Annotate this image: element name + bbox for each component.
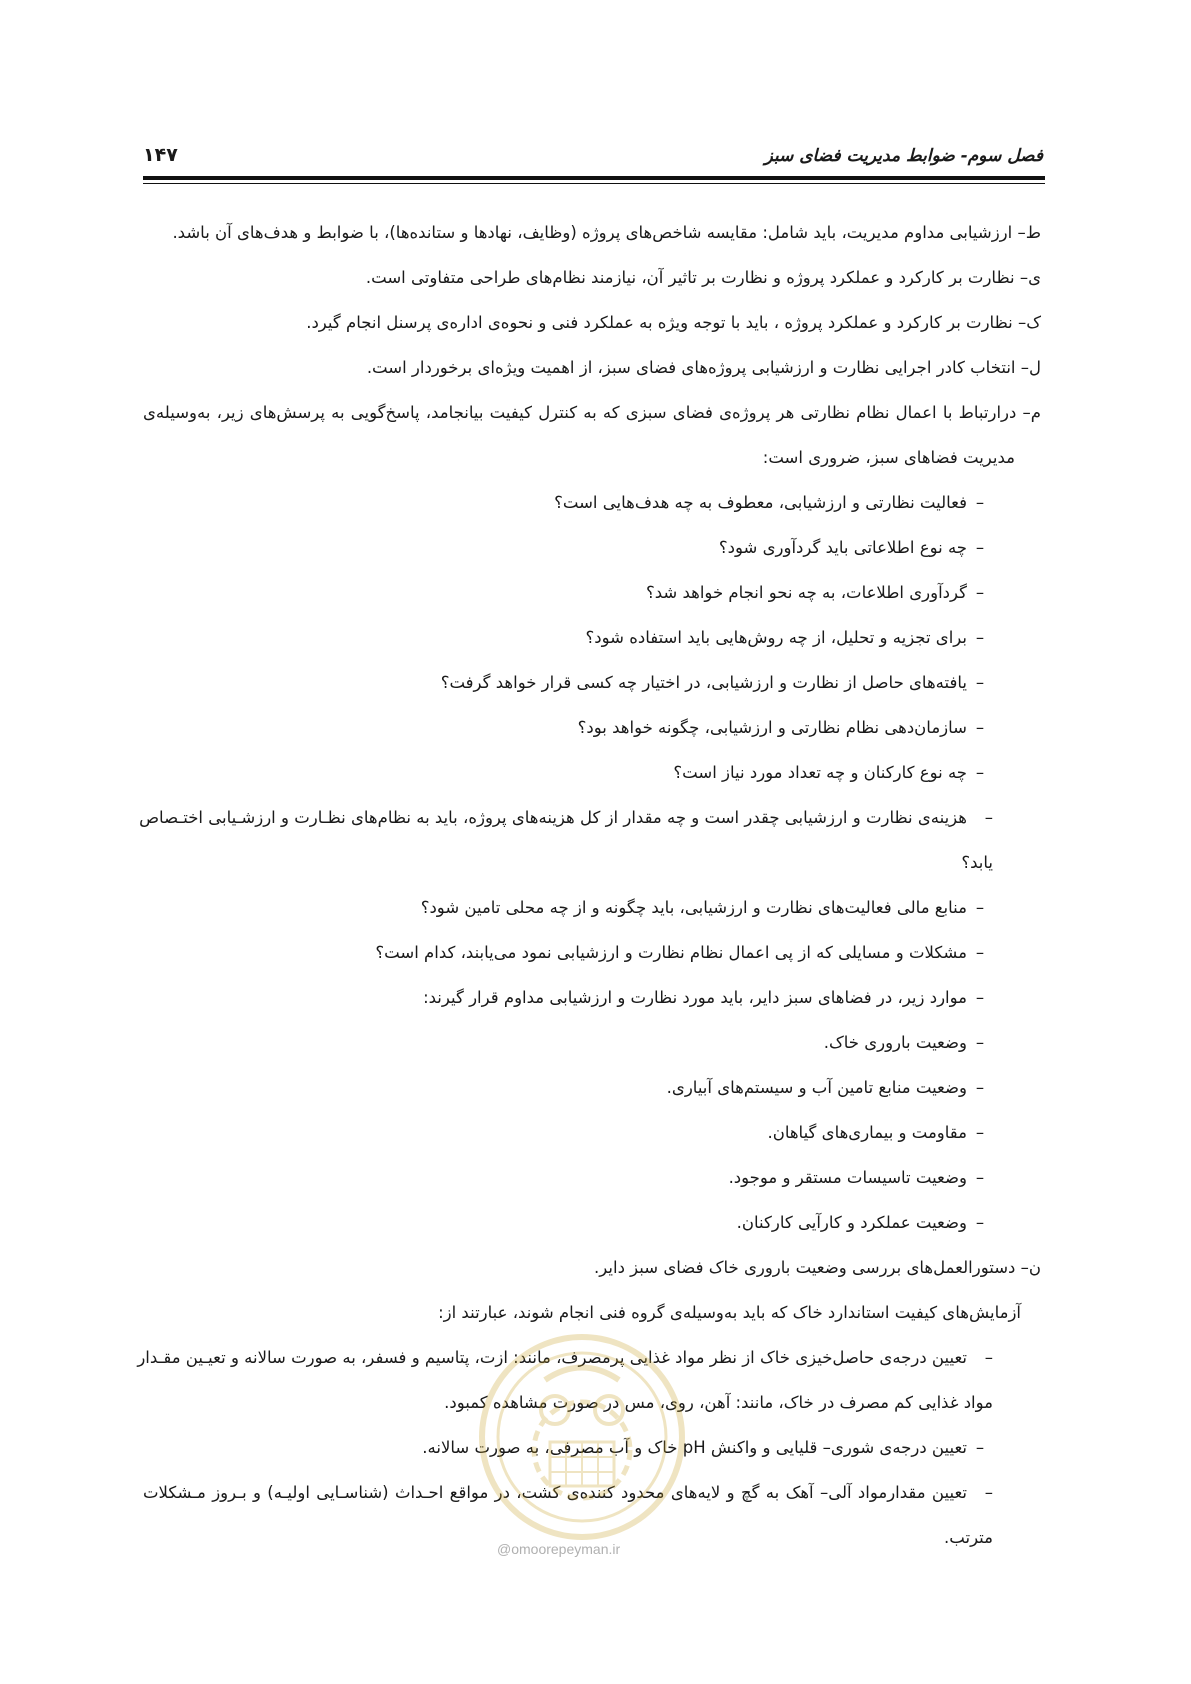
tests-intro: آزمایش‌های کیفیت استاندارد خاک که باید به‌وسیله‌ی گروه فنی انجام شوند، عبارتند از: [438,1303,1021,1322]
paragraph-ta [143,218,1041,263]
list-item-text: منابع مالی فعالیت‌های نظارت و ارزشیابی، باید چگونه و از چه محلی تامین شود؟ [420,898,967,917]
list-dash: – [975,988,985,1007]
list-item [143,758,1041,803]
list-item-text: موارد زیر، در فضاهای سبز دایر، باید مورد نظارت و ارزشیابی مداوم قرار گیرند: [423,988,967,1007]
paragraph-mim-continuation: مدیریت فضاهای سبز، ضروری است: [762,448,1015,467]
header-rule-thick [143,176,1045,180]
list-dash: – [975,1438,985,1457]
paragraph-marker: ط– [1017,223,1041,242]
list-item [143,533,1041,578]
list-item [143,1028,1041,1073]
list-item-text: گردآوری اطلاعات، به چه نحو انجام خواهد شد؟ [646,583,967,602]
paragraph-text: دستورالعمل‌های بررسی وضعیت باروری خاک فضای سبز دایر. [594,1258,1021,1277]
list-dash: – [975,763,985,782]
list-dash: – [975,1123,985,1142]
list-dash: – [975,1078,985,1097]
list-item [143,623,1041,668]
list-item-text: فعالیت نظارتی و ارزشیابی، معطوف به چه هدف‌هایی است؟ [554,493,967,512]
paragraph-kaf [143,308,1041,353]
running-head [143,140,1043,174]
list-item-text: سازمان‌دهی نظام نظارتی و ارزشیابی، چگونه خواهد بود؟ [577,718,967,737]
paragraph-mim [143,398,1041,443]
watermark-seal-icon [475,1330,690,1545]
paragraph-marker: م– [1022,403,1041,422]
page-number: ۱۴۷ [143,144,178,166]
paragraph-text: نظارت بر کارکرد و عملکرد پروژه و نظارت بر تاثیر آن، نیازمند نظام‌های طراحی متفاوتی است. [365,268,1020,287]
list-item-text: مقاومت و بیماری‌های گیاهان. [767,1123,967,1142]
list-item-text: تعیین درجه‌ی حاصل‌خیزی خاک از نظر مواد غذایی پرمصرف، مانند: ازت، پتاسیم و فسفر، به صورت سالانه و تعیـین مقـدار [137,1348,967,1367]
list-item [143,1118,1041,1163]
list-dash: – [975,628,985,647]
list-item [143,983,1041,1028]
list-dash: – [984,1348,993,1367]
paragraph-marker: ن– [1020,1258,1041,1277]
list-dash: – [975,1213,985,1232]
watermark-site: @omoorepeyman.ir [497,1541,621,1557]
header-rule-thin [143,183,1045,184]
list-item [143,713,1041,758]
list-item-text: وضعیت عملکرد و کارآیی کارکنان. [736,1213,967,1232]
paragraph-lam [143,353,1041,398]
list-item-text: هزینه‌ی نظارت و ارزشیابی چقدر است و چه مقدار از کل هزینه‌های پروژه، باید به نظام‌های نظـارت و ارزشـیابی اختـصاص [139,808,967,827]
list-item [143,1208,1041,1253]
list-dash: – [975,583,985,602]
list-dash: – [975,943,985,962]
list-item [143,938,1041,983]
list-item-text: تعیین درجه‌ی شوری– قلیایی و واکنش pH خاک و آب مصرفی، به صورت سالانه. [422,1438,967,1457]
list-item-text: وضعیت تاسیسات مستقر و موجود. [728,1168,967,1187]
list-item-text: تعیین مقدارمواد آلی– آهک به گچ و لایه‌های محدود کننده‌ی کشت، در مواقع احـداث (شناسـایی اولیـه) و بـروز مـشکلات [143,1483,967,1502]
list-item-text: یافته‌های حاصل از نظارت و ارزشیابی، در اختیار چه کسی قرار خواهد گرفت؟ [440,673,967,692]
list-item-cost [139,803,1041,848]
list-item-text: وضعیت باروری خاک. [823,1033,967,1052]
list-item-text: چه نوع اطلاعاتی باید گردآوری شود؟ [718,538,967,557]
list-dash: – [984,808,993,827]
paragraph-text: نظارت بر کارکرد و عملکرد پروژه ، باید با توجه ویژه به عملکرد فنی و نحوه‌ی اداره‌ی پرسنل انجام گیرد. [306,313,1018,332]
paragraph-text: انتخاب کادر اجرایی نظارت و ارزشیابی پروژه‌های فضای سبز، از اهمیت ویژه‌ای برخوردار است. [366,358,1021,377]
test-item-fertility-continuation: مواد غذایی کم مصرف در خاک، مانند: آهن، روی، مس در صورت مشاهده کمبود. [444,1393,993,1412]
list-item-cost-continuation: یابد؟ [961,853,993,872]
list-dash: – [975,898,985,917]
list-item-text: مشکلات و مسایلی که از پی اعمال نظام نظارت و ارزشیابی نمود می‌یابند، کدام است؟ [375,943,967,962]
list-item [143,893,1041,938]
list-item [143,1163,1041,1208]
list-item [143,578,1041,623]
list-item-text: چه نوع کارکنان و چه تعداد مورد نیاز است؟ [673,763,967,782]
paragraph-text: ارزشیابی مداوم مدیریت، باید شامل: مقایسه شاخص‌های پروژه (وظایف، نهادها و ستانده‌ها)، با ضوابط و هدف‌های آن باشد. [172,223,1018,242]
paragraph-marker: ل– [1020,358,1041,377]
list-item [143,1073,1041,1118]
list-dash: – [975,538,985,557]
list-item-text: برای تجزیه و تحلیل، از چه روش‌هایی باید استفاده شود؟ [585,628,967,647]
list-dash: – [984,1483,993,1502]
chapter-title: فصل سوم- ضوابط مدیریت فضای سبز [764,146,1043,166]
list-dash: – [975,1033,985,1052]
list-item [143,488,1041,533]
paragraph-marker: ی– [1019,268,1041,287]
paragraph-marker: ک– [1017,313,1041,332]
list-dash: – [975,1168,985,1187]
list-dash: – [975,493,985,512]
list-item-text: وضعیت منابع تامین آب و سیستم‌های آبیاری. [666,1078,967,1097]
paragraph-ye [143,263,1041,308]
list-dash: – [975,718,985,737]
list-dash: – [975,673,985,692]
paragraph-text: درارتباط با اعمال نظام نظارتی هر پروژه‌ی فضای سبزی که به کنترل کیفیت بیانجامد، پاسخ‌گویی به پرسش‌های زیر، به‌وسیله‌ی [143,403,1023,422]
paragraph-nun [143,1253,1041,1298]
list-item [143,668,1041,713]
test-item-organic-continuation: مترتب. [944,1528,993,1547]
